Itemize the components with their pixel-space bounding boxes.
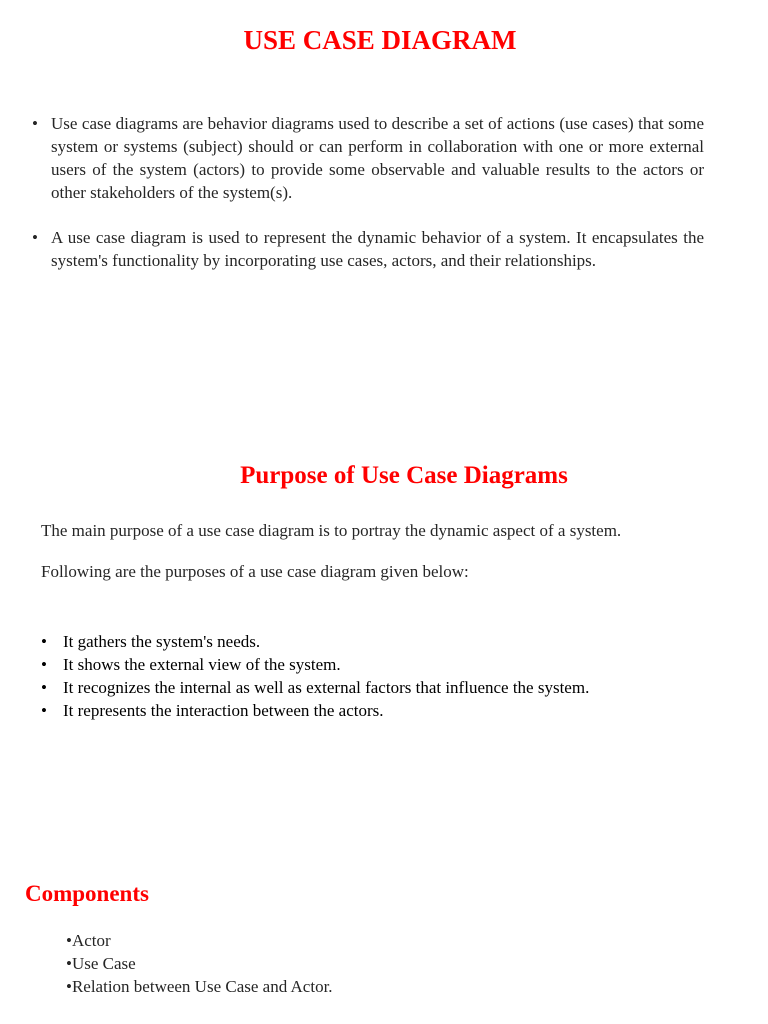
purpose-item-text: It gathers the system's needs. xyxy=(63,632,261,651)
purpose-item-text: It represents the interaction between the actors. xyxy=(63,701,384,720)
purpose-paragraph-following: Following are the purposes of a use case diagram given below: xyxy=(41,562,469,581)
intro-bullet-text: A use case diagram is used to represent the dynamic behavior of a system. It encapsulates the system's functionality by incorporating use cases, actors, and their relationships. xyxy=(51,228,704,270)
bullet-icon: • xyxy=(41,678,47,697)
components-list xyxy=(66,929,333,998)
component-item-relation: •Relation between Use Case and Actor. xyxy=(66,977,333,996)
purpose-list-item xyxy=(41,630,741,653)
intro-bullet-item xyxy=(32,112,704,204)
bullet-icon: • xyxy=(41,655,47,674)
component-item-actor: •Actor xyxy=(66,931,111,950)
components-heading: Components xyxy=(25,881,149,906)
purpose-item-text: It shows the external view of the system. xyxy=(63,655,341,674)
intro-bullet-item xyxy=(32,226,704,272)
page-title: USE CASE DIAGRAM xyxy=(243,25,517,55)
bullet-icon: • xyxy=(41,632,47,651)
intro-bullet-list xyxy=(32,112,704,294)
bullet-icon: • xyxy=(41,701,47,720)
purpose-list-item xyxy=(41,653,741,676)
purpose-item-text: It recognizes the internal as well as external factors that influence the system. xyxy=(63,678,590,697)
purpose-list-item xyxy=(41,676,741,699)
purpose-list-item xyxy=(41,699,741,722)
bullet-icon: • xyxy=(32,114,38,133)
component-item-use-case: •Use Case xyxy=(66,954,136,973)
intro-bullet-text: Use case diagrams are behavior diagrams used to describe a set of actions (use cases) that some system or systems (subject) should or can perform in collaboration with one or more external users of the system (actors) to provide some observable and valuable results to the actors or other stakeholders of the system(s). xyxy=(51,114,704,202)
bullet-icon: • xyxy=(32,228,38,247)
purpose-bullet-list xyxy=(41,630,741,722)
purpose-heading: Purpose of Use Case Diagrams xyxy=(240,462,568,489)
purpose-paragraph-main: The main purpose of a use case diagram is to portray the dynamic aspect of a system. xyxy=(41,521,622,540)
